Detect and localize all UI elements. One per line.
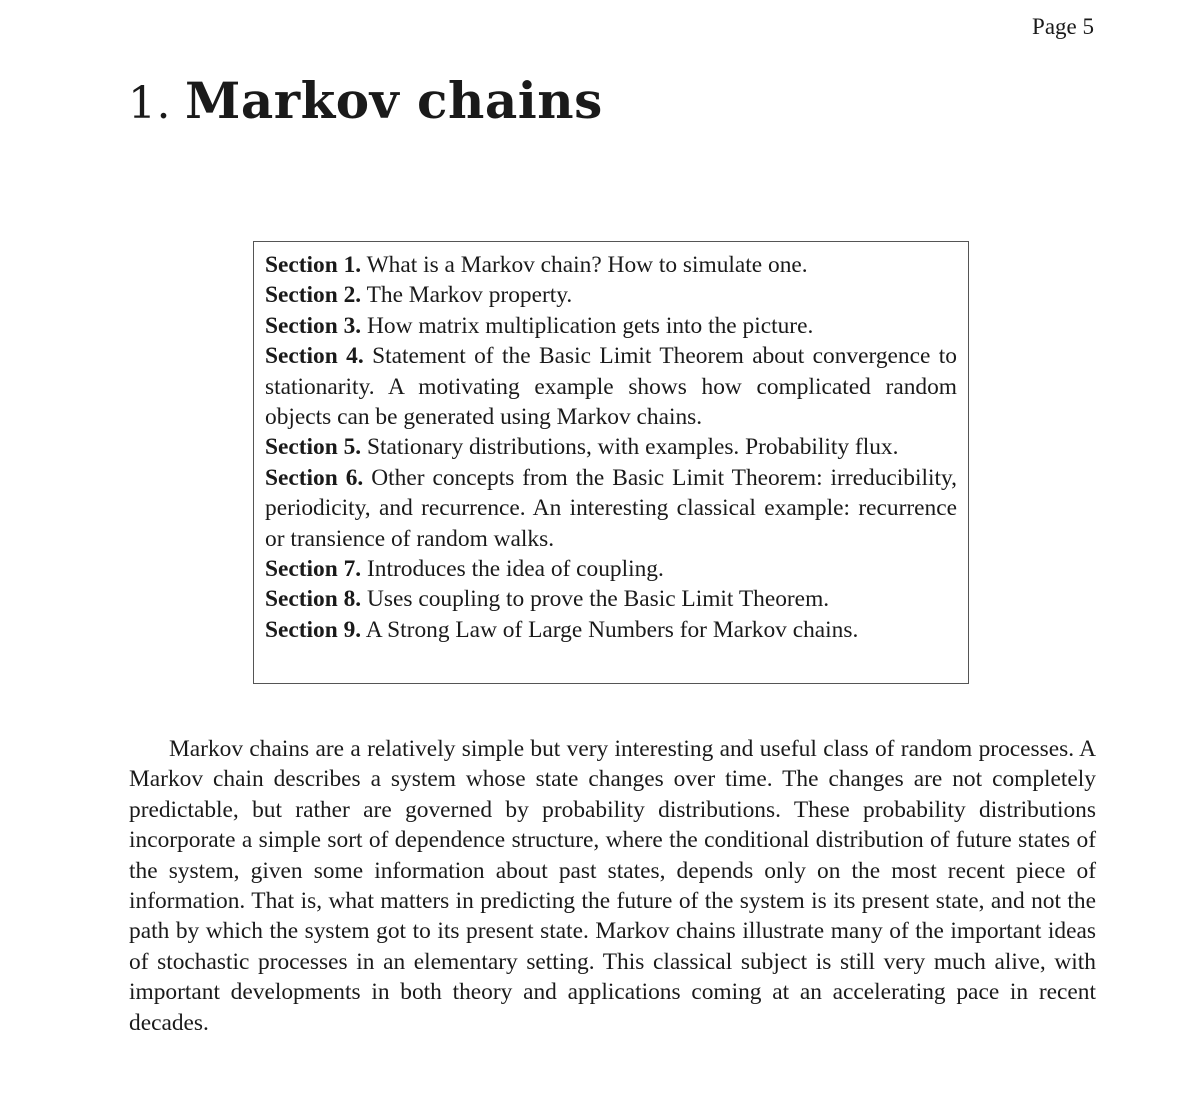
toc-text: A Strong Law of Large Numbers for Markov chains. xyxy=(365,616,859,643)
chapter-title-text: Markov chains xyxy=(184,71,603,130)
toc-text: Other concepts from the Basic Limit Theorem: irreducibility, periodicity, and recurrence. An interesting classical example: recurrence or transience of random walks. xyxy=(265,464,957,552)
toc-label: Section 6. xyxy=(265,464,364,491)
toc-label: Section 4. xyxy=(265,343,364,370)
toc-label: Section 1. xyxy=(265,252,362,278)
toc-label: Section 7. xyxy=(265,556,362,583)
toc-text: Statement of the Basic Limit Theorem about convergence to stationarity. A motivating example shows how complicated random objects can be generated using Markov chains. xyxy=(265,343,957,431)
toc-label: Section 2. xyxy=(265,282,362,309)
toc-entry-section-1 xyxy=(265,250,957,280)
toc-text: Uses coupling to prove the Basic Limit Theorem. xyxy=(367,586,830,613)
chapter-number: 1. xyxy=(128,78,171,129)
toc-entry-section-5 xyxy=(265,432,957,462)
intro-paragraph: Markov chains are a relatively simple but very interesting and useful class of random processes. A Markov chain describes a system whose state changes over time. The changes are not completely predictable, but rather are governed by probability distributions. These probability distributions incorporate a simple sort of dependence structure, where the conditional distribution of future states of the system, given some information about past states, depends only on the most recent piece of information. That is, what matters in predicting the future of the system is its present state, and not the path by which the system got to its present state. Markov chains illustrate many of the important ideas of stochastic processes in an elementary setting. This classical subject is still very much alive, with important developments in both theory and applications coming at an accelerating pace in recent decades. xyxy=(129,736,1096,1036)
toc-label: Section 3. xyxy=(265,312,362,339)
toc-entry-section-7 xyxy=(265,554,957,584)
toc-text: Introduces the idea of coupling. xyxy=(367,556,664,583)
toc-text: How matrix multiplication gets into the picture. xyxy=(367,312,814,339)
toc-text: What is a Markov chain? How to simulate one. xyxy=(366,252,808,278)
page-number: Page 5 xyxy=(1032,14,1094,39)
toc-label: Section 8. xyxy=(265,586,362,613)
toc-label: Section 9. xyxy=(265,616,362,643)
toc-entry-section-2 xyxy=(265,280,957,310)
chapter-title xyxy=(128,62,603,143)
toc-entry-section-6 xyxy=(265,463,957,554)
toc-entry-section-9 xyxy=(265,615,957,645)
toc-text: The Markov property. xyxy=(366,282,573,309)
toc-label: Section 5. xyxy=(265,434,362,461)
toc-entry-section-4 xyxy=(265,341,957,432)
toc-text: Stationary distributions, with examples. Probability flux. xyxy=(367,434,899,461)
section-summary-box xyxy=(253,241,969,684)
toc-entry-section-3 xyxy=(265,311,957,341)
toc-entry-section-8 xyxy=(265,584,957,614)
